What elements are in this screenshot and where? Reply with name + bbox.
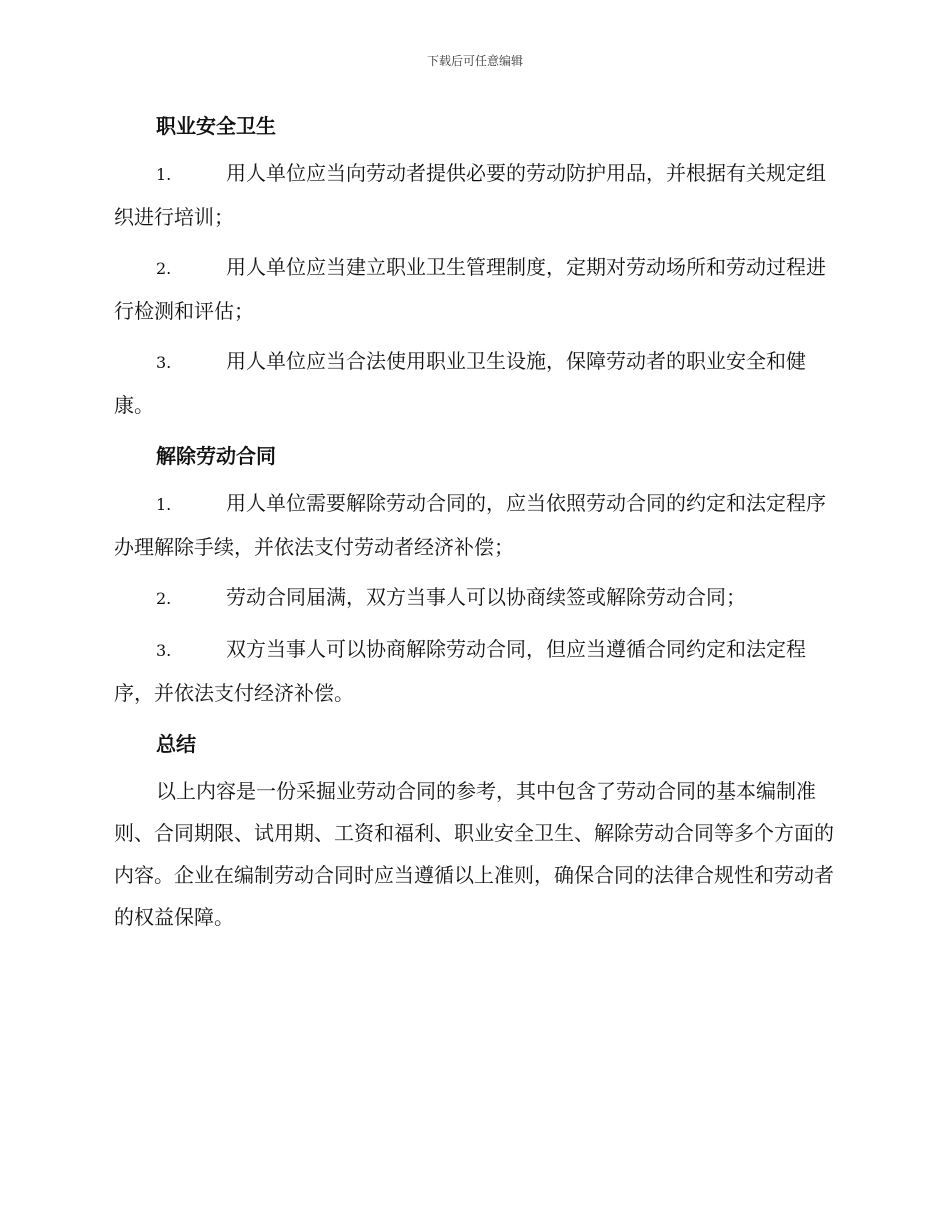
item-number: 1. <box>156 165 172 184</box>
item-text: 劳动合同届满，双方当事人可以协商续签或解除劳动合同； <box>226 585 746 609</box>
list-item <box>114 628 836 714</box>
document-body <box>114 104 836 946</box>
section-title-summary: 总结 <box>156 732 196 756</box>
item-text: 用人单位应当合法使用职业卫生设施，保障劳动者的职业安全和健康。 <box>114 349 806 417</box>
item-text: 双方当事人可以协商解除劳动合同，但应当遵循合同约定和法定程序，并依法支付经济补偿。 <box>114 637 806 705</box>
item-number: 3. <box>156 353 172 372</box>
section-title-occupational-safety: 职业安全卫生 <box>156 114 276 138</box>
item-text: 用人单位应当建立职业卫生管理制度，定期对劳动场所和劳动过程进行检测和评估； <box>114 255 826 323</box>
list-item <box>114 340 836 426</box>
list-item <box>114 482 836 568</box>
item-number: 2. <box>156 589 172 608</box>
item-number: 2. <box>156 259 172 278</box>
summary-paragraph: 以上内容是一份采掘业劳动合同的参考，其中包含了劳动合同的基本编制准则、合同期限、试用期、工资和福利、职业安全卫生、解除劳动合同等多个方面的内容。企业在编制劳动合同时应当遵循以上准则，确保合同的法律合规性和劳动者的权益保障。 <box>114 779 834 929</box>
list-item <box>114 246 836 332</box>
list-item <box>114 152 836 238</box>
item-text: 用人单位需要解除劳动合同的，应当依照劳动合同的约定和法定程序办理解除手续，并依法支付劳动者经济补偿； <box>114 491 826 559</box>
item-number: 1. <box>156 495 172 514</box>
list-item <box>114 576 836 620</box>
section-title-contract-termination: 解除劳动合同 <box>156 444 276 468</box>
item-text: 用人单位应当向劳动者提供必要的劳动防护用品，并根据有关规定组织进行培训； <box>114 161 826 229</box>
page-header: 下载后可任意编辑 <box>426 54 523 68</box>
item-number: 3. <box>156 641 172 660</box>
